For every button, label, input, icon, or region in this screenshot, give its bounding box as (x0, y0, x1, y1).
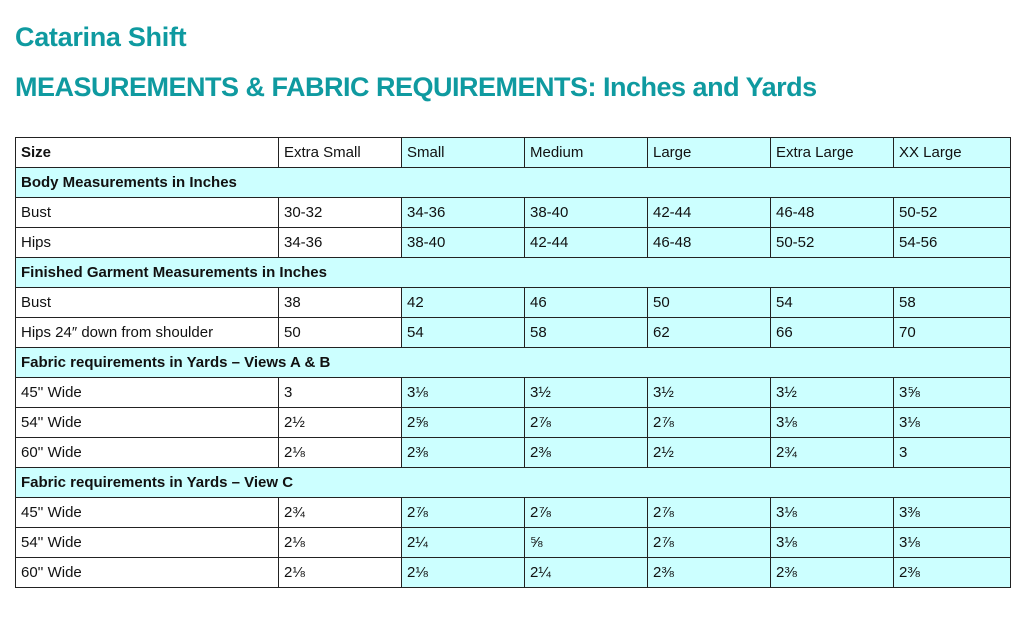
table-cell: 2⅞ (402, 498, 525, 528)
table-row (16, 498, 1011, 528)
table-cell: 3½ (648, 378, 771, 408)
table-cell: 38-40 (525, 198, 648, 228)
table-cell: 2¼ (402, 528, 525, 558)
header-cell: XX Large (894, 138, 1011, 168)
row-label: 54'' Wide (16, 408, 279, 438)
section-header-row (16, 168, 1011, 198)
row-label: 60'' Wide (16, 558, 279, 588)
row-label: 60'' Wide (16, 438, 279, 468)
table-cell: 42-44 (525, 228, 648, 258)
table-cell: 50 (648, 288, 771, 318)
header-cell: Extra Large (771, 138, 894, 168)
table-cell: 2⅞ (525, 498, 648, 528)
measurements-table (15, 137, 1011, 588)
measurements-table-body (16, 138, 1011, 588)
table-cell: 54-56 (894, 228, 1011, 258)
row-label: Hips 24″ down from shoulder (16, 318, 279, 348)
document-title: Catarina Shift (15, 22, 187, 52)
table-row (16, 288, 1011, 318)
table-cell: 3⅛ (771, 408, 894, 438)
table-cell: 42 (402, 288, 525, 318)
section-header-row (16, 468, 1011, 498)
table-row (16, 558, 1011, 588)
table-cell: 2½ (648, 438, 771, 468)
table-cell: 3½ (525, 378, 648, 408)
table-cell: 62 (648, 318, 771, 348)
table-row (16, 408, 1011, 438)
table-cell: 66 (771, 318, 894, 348)
table-row (16, 228, 1011, 258)
section-title: Body Measurements in Inches (16, 168, 1011, 198)
table-cell: 38-40 (402, 228, 525, 258)
table-cell: 34-36 (279, 228, 402, 258)
table-cell: 46 (525, 288, 648, 318)
table-cell: 58 (894, 288, 1011, 318)
section-header-row (16, 258, 1011, 288)
table-cell: 54 (771, 288, 894, 318)
header-cell: Medium (525, 138, 648, 168)
section-header-row (16, 348, 1011, 378)
table-cell: 2⅞ (525, 408, 648, 438)
table-cell: 3⅛ (771, 528, 894, 558)
row-label: Hips (16, 228, 279, 258)
table-cell: 2¾ (771, 438, 894, 468)
table-header-row (16, 138, 1011, 168)
row-label: 54'' Wide (16, 528, 279, 558)
table-cell: 2⅝ (402, 408, 525, 438)
table-cell: 50-52 (894, 198, 1011, 228)
table-cell: 2⅜ (771, 558, 894, 588)
table-cell: 3 (894, 438, 1011, 468)
table-cell: ⅝ (525, 528, 648, 558)
table-cell: 38 (279, 288, 402, 318)
table-cell: 2⅞ (648, 498, 771, 528)
section-title: Fabric requirements in Yards – View C (16, 468, 1011, 498)
table-cell: 3⅜ (894, 498, 1011, 528)
document-subtitle: MEASUREMENTS & FABRIC REQUIREMENTS: Inches and Yards (15, 72, 817, 102)
table-row (16, 198, 1011, 228)
header-cell-size: Size (16, 138, 279, 168)
table-cell: 2⅞ (648, 528, 771, 558)
table-cell: 50 (279, 318, 402, 348)
table-cell: 3½ (771, 378, 894, 408)
header-cell: Small (402, 138, 525, 168)
table-cell: 2⅜ (648, 558, 771, 588)
row-label: 45'' Wide (16, 378, 279, 408)
table-cell: 2⅜ (525, 438, 648, 468)
table-cell: 58 (525, 318, 648, 348)
row-label: Bust (16, 288, 279, 318)
table-cell: 2⅛ (279, 528, 402, 558)
table-cell: 46-48 (648, 228, 771, 258)
table-cell: 3⅝ (894, 378, 1011, 408)
table-row (16, 378, 1011, 408)
table-cell: 2⅛ (279, 438, 402, 468)
header-cell: Extra Small (279, 138, 402, 168)
table-cell: 2⅛ (279, 558, 402, 588)
table-cell: 3⅛ (402, 378, 525, 408)
table-cell: 50-52 (771, 228, 894, 258)
table-cell: 2¼ (525, 558, 648, 588)
table-cell: 2½ (279, 408, 402, 438)
table-cell: 30-32 (279, 198, 402, 228)
table-row (16, 528, 1011, 558)
table-row (16, 318, 1011, 348)
header-cell: Large (648, 138, 771, 168)
section-title: Finished Garment Measurements in Inches (16, 258, 1011, 288)
table-cell: 2⅞ (648, 408, 771, 438)
table-cell: 70 (894, 318, 1011, 348)
table-cell: 54 (402, 318, 525, 348)
table-cell: 2¾ (279, 498, 402, 528)
table-cell: 42-44 (648, 198, 771, 228)
table-cell: 3⅛ (771, 498, 894, 528)
table-cell: 3⅛ (894, 408, 1011, 438)
table-cell: 46-48 (771, 198, 894, 228)
table-cell: 3⅛ (894, 528, 1011, 558)
table-row (16, 438, 1011, 468)
table-cell: 2⅜ (894, 558, 1011, 588)
row-label: Bust (16, 198, 279, 228)
section-title: Fabric requirements in Yards – Views A & B (16, 348, 1011, 378)
row-label: 45'' Wide (16, 498, 279, 528)
table-cell: 3 (279, 378, 402, 408)
table-cell: 34-36 (402, 198, 525, 228)
table-cell: 2⅜ (402, 438, 525, 468)
table-cell: 2⅛ (402, 558, 525, 588)
